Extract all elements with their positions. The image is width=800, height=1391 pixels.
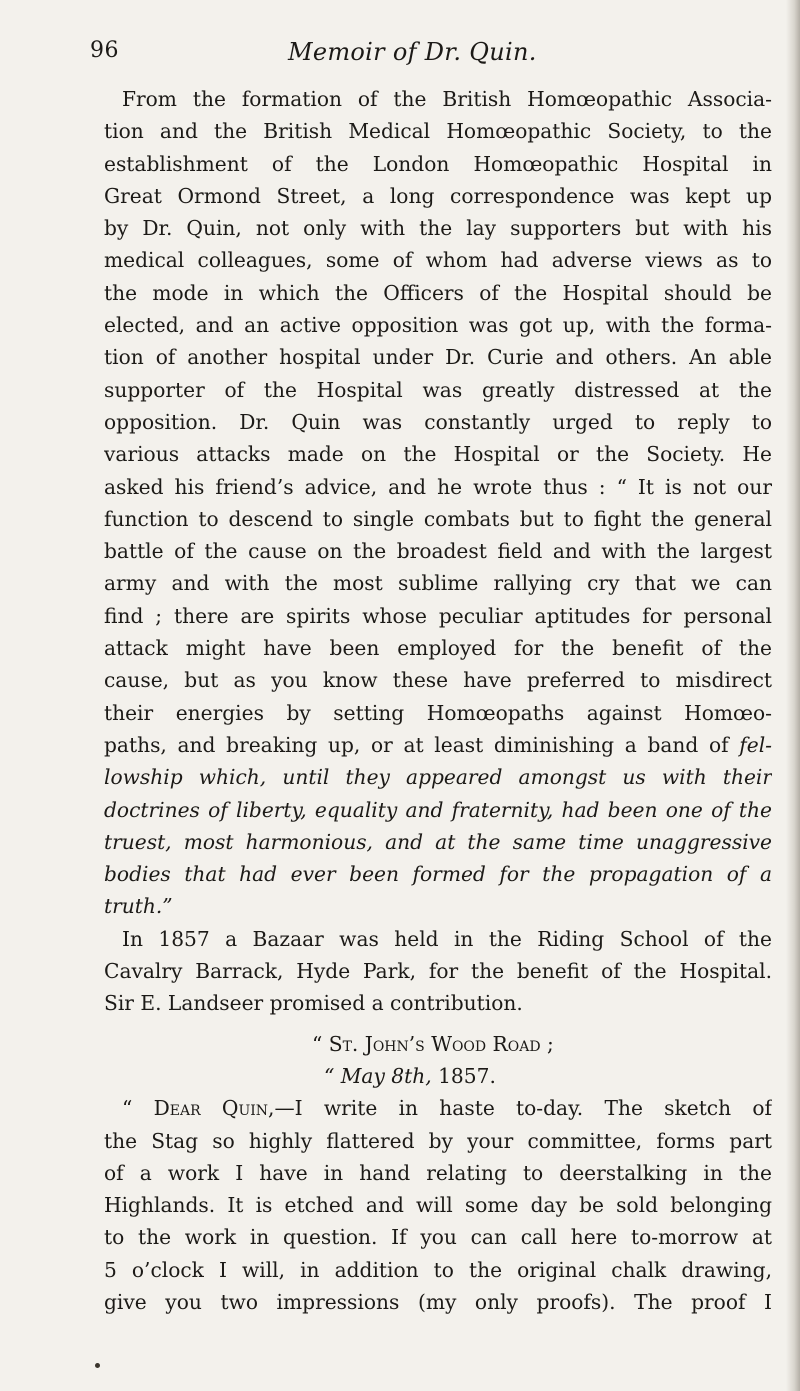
text-line: army and with the most sublime rallying cry that we can [104,571,772,596]
text-line: establishment of the London Homœopathic Hospital in [104,151,772,176]
text-line [104,729,772,761]
text-line: In 1857 a Bazaar was held in the Riding School of the [122,926,772,951]
text-line: various attacks made on the Hospital or the Society. He [104,442,772,467]
text-line [104,1092,772,1124]
text-line: function to descend to single combats but to fight the general [104,506,772,531]
text-line: by Dr. Quin, not only with the lay supporters but with his [104,216,772,241]
text-line: of a work I have in hand relating to deerstalking in the [104,1160,772,1185]
text-line: medical colleagues, some of whom had adverse views as to [104,248,772,273]
text-line: tion of another hospital under Dr. Curie and others. An able [104,345,772,370]
text-line: asked his friend’s advice, and he wrote thus : “ It is not our [104,474,772,499]
page-number: 96 [90,38,119,63]
letter-address: “ St. John’s Wood Road ; [312,1031,554,1056]
text-run: —I write in haste to-day. The sketch of [274,1096,772,1121]
italic-line: doctrines of liberty, equality and fraternity, had been one of the [104,797,772,822]
italic-line: lowship which, until they appeared amongst us with their [104,765,772,790]
text-line: supporter of the Hospital was greatly distressed at the [104,377,772,402]
body-text [104,83,772,1318]
text-line: From the formation of the British Homœopathic Associa- [122,87,772,111]
text-line: the mode in which the Officers of the Hospital should be [104,280,772,305]
text-line: tion and the British Medical Homœopathic Society, to the [104,119,772,144]
text-line: battle of the cause on the broadest field and with the largest [104,539,772,564]
text-line: find ; there are spirits whose peculiar aptitudes for personal [104,603,772,628]
text-line: Sir E. Landseer promised a contribution. [104,991,523,1016]
text-line: 5 o’clock I will, in addition to the original chalk drawing, [104,1257,772,1282]
text-line: give you two impressions (my only proofs). The proof I [104,1289,772,1314]
letter-date-year: 1857. [438,1063,496,1088]
text-line: attack might have been employed for the benefit of the [104,636,772,661]
running-title: Memoir of Dr. Quin. [288,38,537,66]
text-line: Cavalry Barrack, Hyde Park, for the benefit of the Hospital. [104,959,772,984]
page-edge-shadow [786,0,800,1391]
letter-salutation: “ Dear Quin, [122,1096,275,1121]
italic-run: fel- [739,732,772,757]
ink-speck [95,1363,100,1368]
letter-date-day: “ May 8th, [324,1063,432,1088]
page-header [0,38,800,72]
text-run: paths, and breaking up, or at least diminishing a band of [104,732,729,757]
italic-line: truest, most harmonious, and at the same time unaggressive [104,829,772,854]
italic-line: bodies that had ever been formed for the propagation of a [104,862,772,887]
italic-line: truth.” [104,894,173,919]
letter-date [104,1060,772,1092]
text-line: to the work in question. If you can call here to-morrow at [104,1225,772,1250]
text-line: the Stag so highly flattered by your committee, forms part [104,1128,772,1153]
text-line: opposition. Dr. Quin was constantly urged to reply to [104,409,772,434]
text-line: cause, but as you know these have preferred to misdirect [104,668,772,693]
text-line: Highlands. It is etched and will some day be sold belonging [104,1193,772,1218]
text-line: their energies by setting Homœopaths against Homœo- [104,700,772,725]
text-line: elected, and an active opposition was got up, with the forma- [104,313,772,338]
text-line: Great Ormond Street, a long correspondence was kept up [104,183,772,208]
